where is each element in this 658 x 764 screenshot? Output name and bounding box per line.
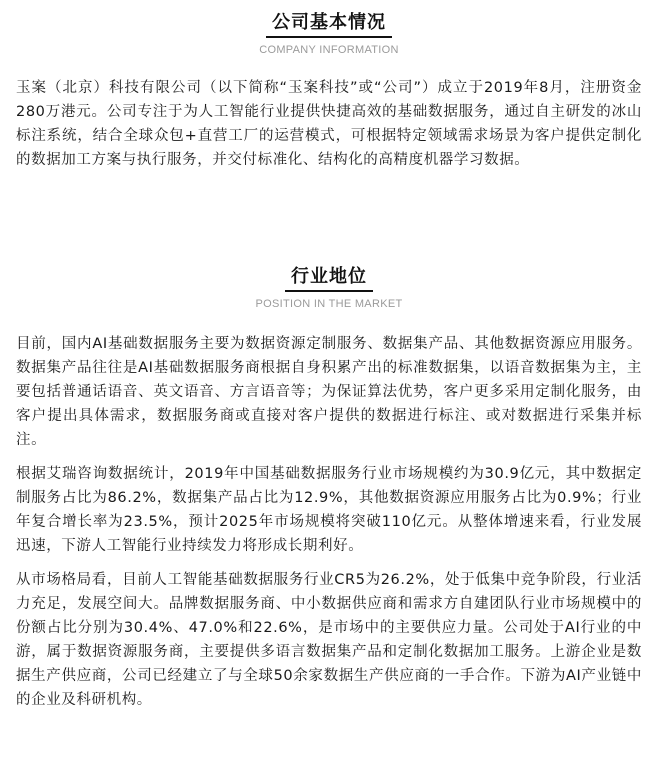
company-info-header bbox=[0, 12, 658, 56]
company-info-paragraph: 玉案（北京）科技有限公司（以下简称“玉案科技”或“公司”）成立于2019年8月，注册资金280万港元。公司专注于为人工智能行业提供快捷高效的基础数据服务，通过自主研发的冰山标注系统，结合全球众包+直营工厂的运营模式，可根据特定领域需求场景为客户提供定制化的数据加工方案与执行服务，并交付标准化、结构化的高精度机器学习数据。 bbox=[16, 80, 642, 168]
company-info-title: 公司基本情况 bbox=[266, 12, 392, 38]
company-info-subtitle: COMPANY INFORMATION bbox=[259, 44, 399, 56]
market-position-paragraph-1: 目前，国内AI基础数据服务主要为数据资源定制服务、数据集产品、其他数据资源应用服务。数据集产品往往是AI基础数据服务商根据自身积累产出的标准数据集，以语音数据集为主，主要包括普通话语音、英文语音、方言语音等；为保证算法优势，客户更多采用定制化服务，由客户提出具体需求，数据服务商或直接对客户提供的数据进行标注、或对数据进行采集并标注。 bbox=[16, 336, 642, 448]
company-info-section bbox=[0, 12, 658, 172]
market-position-header bbox=[0, 266, 658, 310]
market-position-subtitle: POSITION IN THE MARKET bbox=[255, 298, 403, 310]
market-position-paragraph-3: 从市场格局看，目前人工智能基础数据服务行业CR5为26.2%，处于低集中竞争阶段，行业活力充足，发展空间大。品牌数据服务商、中小数据供应商和需求方自建团队行业市场规模中的份额占比分别为30.4%、47.0%和22.6%，是市场中的主要供应力量。公司处于AI行业的中游，属于数据资源服务商，主要提供多语言数据集产品和定制化数据加工服务。上游企业是数据生产供应商，公司已经建立了与全球50余家数据生产供应商的一手合作。下游为AI产业链中的企业及科研机构。 bbox=[16, 572, 642, 708]
market-position-paragraph-2: 根据艾瑞咨询数据统计，2019年中国基础数据服务行业市场规模约为30.9亿元，其中数据定制服务占比为86.2%，数据集产品占比为12.9%，其他数据资源应用服务占比为0.9%；行业年复合增长率为23.5%，预计2025年市场规模将突破110亿元。从整体增速来看，行业发展迅速，下游人工智能行业持续发力将形成长期利好。 bbox=[16, 466, 642, 554]
market-position-section bbox=[0, 266, 658, 712]
market-position-title: 行业地位 bbox=[285, 266, 373, 292]
